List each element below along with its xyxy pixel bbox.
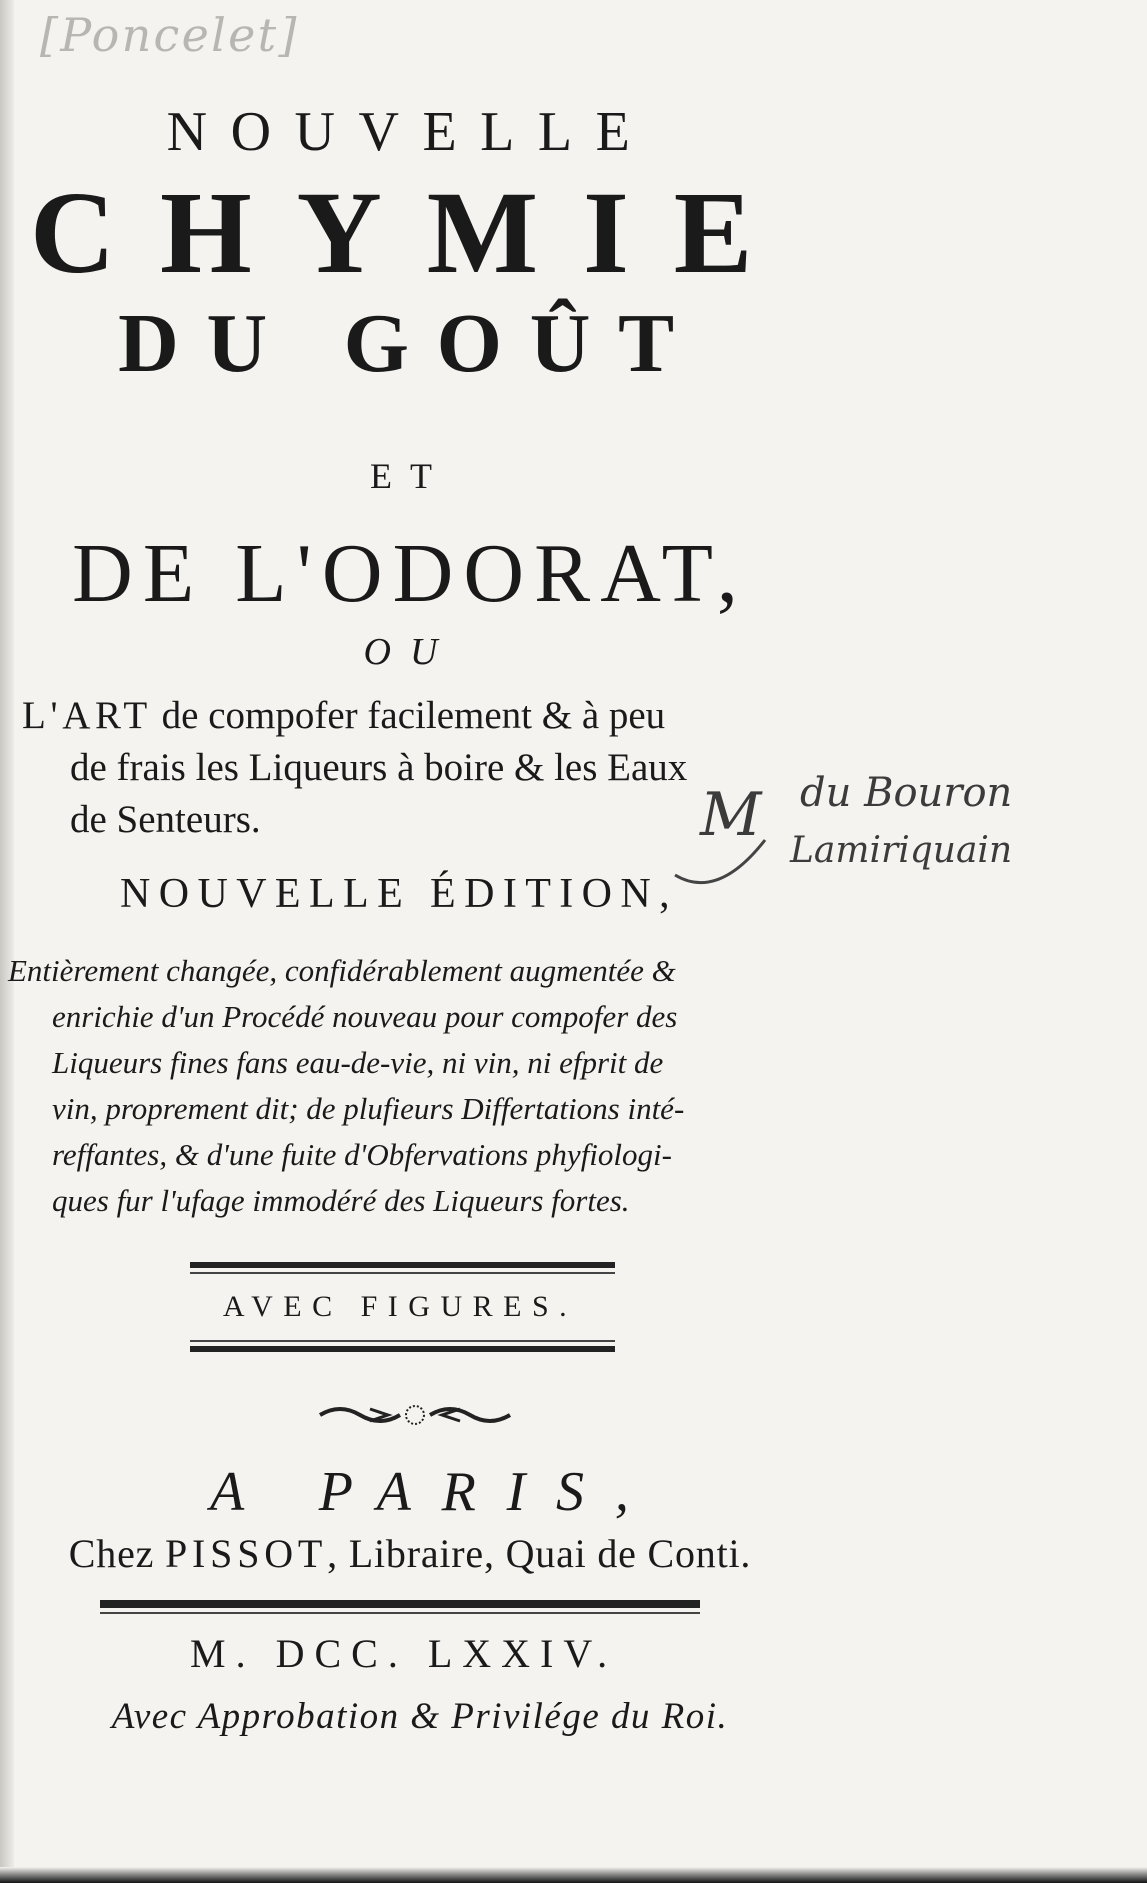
imprint-publisher — [30, 1530, 790, 1577]
imprint-publisher-prefix: Chez — [68, 1531, 165, 1576]
title-de-lodorat: DE L'ODORAT, — [72, 527, 748, 620]
description-line: reffantes, & d'une fuite d'Obfervations phyfiologi- — [52, 1137, 672, 1172]
imprint-privilege: Avec Approbation & Privilége du Roi. — [111, 1696, 729, 1737]
edition-heading: NOUVELLE ÉDITION, — [120, 871, 679, 917]
imprint-rule — [100, 1600, 700, 1608]
double-rule-bottom — [190, 1346, 615, 1352]
imprint-rule-thin — [100, 1612, 700, 1614]
handwritten-signature-line-1: du Bouron — [800, 770, 1013, 816]
subtitle-line-2: de frais les Liqueurs à boire & les Eaux — [70, 746, 688, 789]
description-line: vin, proprement dit; de plufieurs Differtations inté- — [52, 1091, 685, 1126]
handwritten-corner-note: [Poncelet] — [40, 8, 299, 62]
title-nouvelle: NOUVELLE — [166, 101, 654, 163]
imprint-place: A PARIS, — [210, 1461, 660, 1523]
page-binding-shadow — [0, 0, 14, 1883]
description-line: ques fur l'ufage immodéré des Liqueurs fortes. — [52, 1183, 630, 1218]
handwritten-signature-initial: M — [700, 780, 762, 850]
handwritten-signature-line-2: Lamiriquain — [790, 830, 1013, 871]
double-rule-top-thin — [190, 1272, 615, 1274]
title-chymie: CHYMIE — [30, 167, 798, 298]
title-ou: OU — [363, 631, 457, 673]
imprint-year: M. DCC. LXXIV. — [190, 1631, 618, 1676]
description-line: Entièrement changée, confidérablement augmentée & — [8, 953, 676, 988]
subtitle-line-3: de Senteurs. — [70, 798, 261, 841]
subtitle-lart: L'ART — [22, 694, 152, 737]
subtitle-line-1-rest: de compofer facilement & à peu — [151, 694, 666, 737]
signature-flourish — [670, 830, 770, 890]
printers-ornament — [310, 1395, 520, 1435]
double-rule-bottom-thin — [190, 1340, 615, 1342]
title-du-gout: DU GOÛT — [118, 297, 702, 390]
avec-figures: AVEC FIGURES. — [222, 1290, 578, 1323]
double-rule-top — [190, 1262, 615, 1268]
page-bottom-edge — [0, 1867, 1147, 1883]
imprint-publisher-suffix: , Libraire, Quai de Conti. — [327, 1531, 752, 1576]
description-line: Liqueurs fines fans eau-de-vie, ni vin, ni efprit de — [52, 1045, 664, 1080]
description-line: enrichie d'un Procédé nouveau pour compofer des — [52, 999, 678, 1034]
title-et: ET — [370, 456, 450, 496]
imprint-publisher-name: PISSOT — [164, 1531, 328, 1576]
subtitle-line-1 — [22, 690, 822, 742]
description-block — [8, 948, 808, 1224]
